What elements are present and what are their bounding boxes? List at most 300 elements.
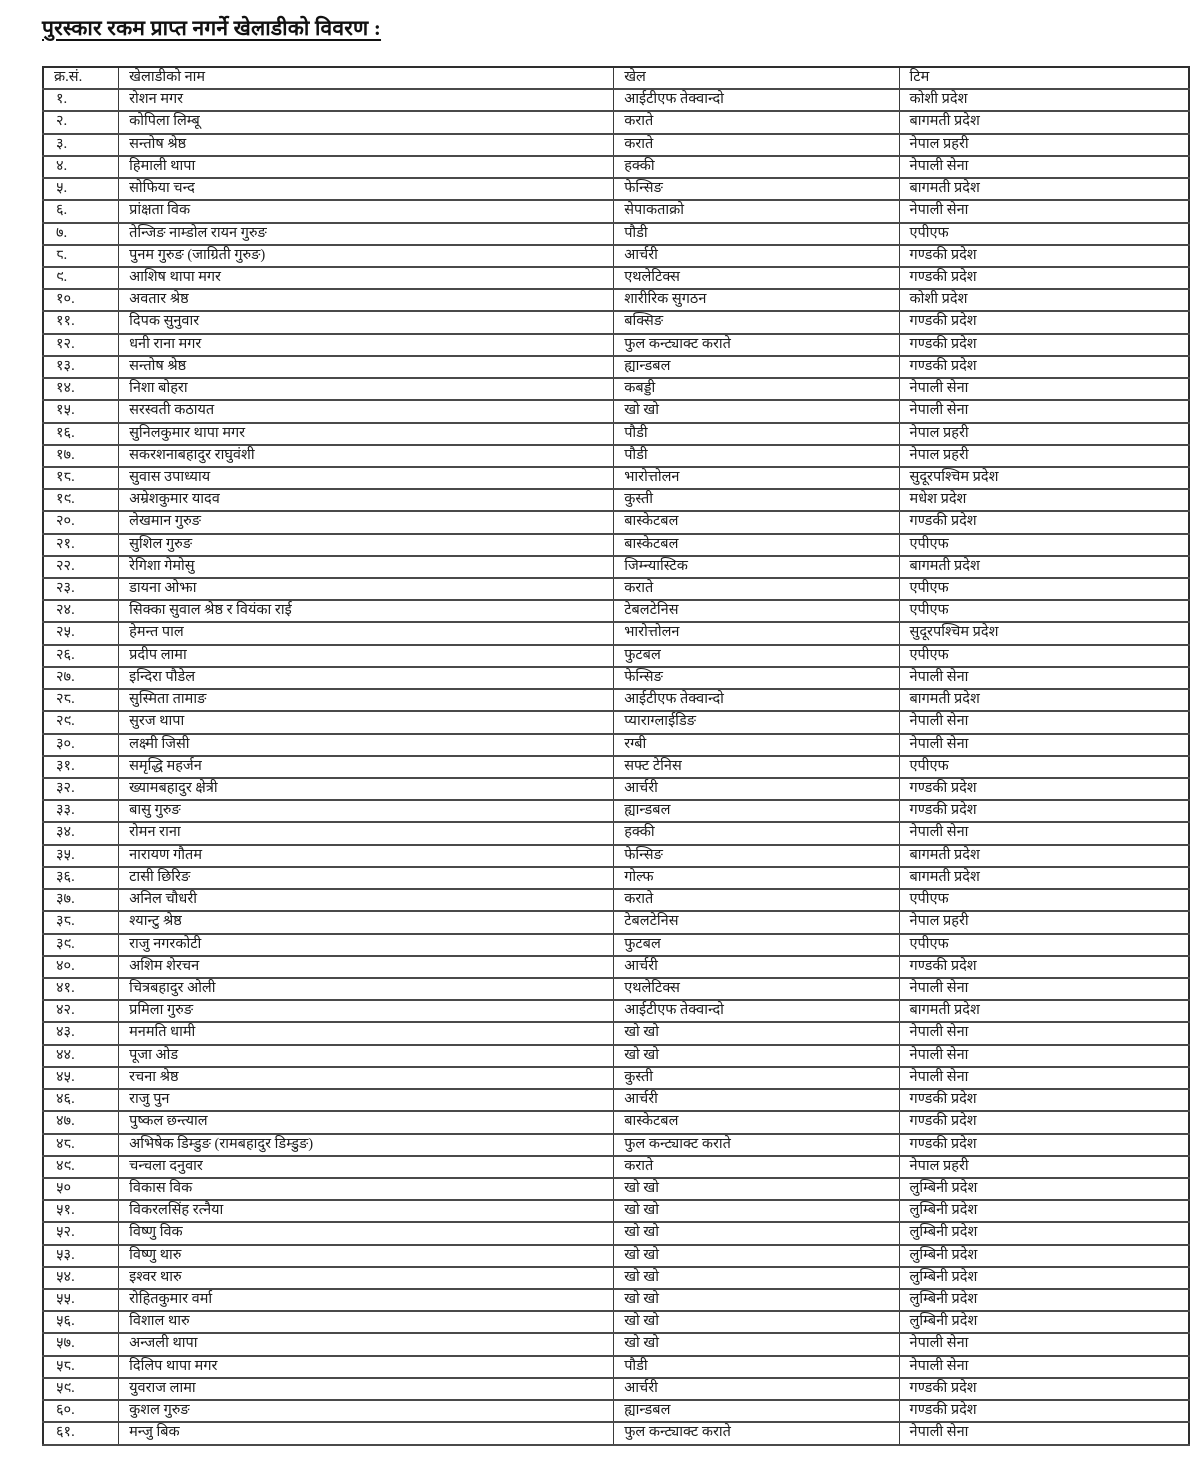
column-header-name: खेलाडीको नाम (119, 67, 614, 89)
cell-sport: शारीरिक सुगठन (614, 289, 899, 311)
cell-sport: आईटीएफ तेक्वान्दो (614, 89, 899, 111)
table-row (43, 689, 1189, 711)
table-row (43, 778, 1189, 800)
table-row (43, 311, 1189, 333)
page-title: पुरस्कार रकम प्राप्त नगर्ने खेलाडीको विवरण : (42, 16, 382, 40)
cell-team: बागमती प्रदेश (899, 556, 1189, 578)
table-row (43, 534, 1189, 556)
cell-player-name: दिलिप थापा मगर (119, 1356, 614, 1378)
cell-team: नेपाल प्रहरी (899, 423, 1189, 445)
cell-player-name: राजु पुन (119, 1089, 614, 1111)
cell-serial-number: १७. (43, 445, 119, 467)
cell-team: नेपाली सेना (899, 1022, 1189, 1044)
cell-team: नेपाली सेना (899, 667, 1189, 689)
table-row (43, 1022, 1189, 1044)
cell-player-name: दिपक सुनुवार (119, 311, 614, 333)
cell-sport: हक्की (614, 822, 899, 844)
cell-serial-number: ६१. (43, 1422, 119, 1444)
cell-team: लुम्बिनी प्रदेश (899, 1289, 1189, 1311)
table-row (43, 1289, 1189, 1311)
cell-sport: आर्चरी (614, 1089, 899, 1111)
table-row (43, 1378, 1189, 1400)
cell-player-name: सकरशनाबहादुर राघुवंशी (119, 445, 614, 467)
cell-team: गण्डकी प्रदेश (899, 356, 1189, 378)
table-row (43, 889, 1189, 911)
cell-team: नेपाली सेना (899, 711, 1189, 733)
cell-sport: कराते (614, 111, 899, 133)
cell-player-name: विकास विक (119, 1178, 614, 1200)
cell-serial-number: ९. (43, 267, 119, 289)
cell-sport: एथलेटिक्स (614, 267, 899, 289)
cell-serial-number: ५. (43, 178, 119, 200)
cell-serial-number: १४. (43, 378, 119, 400)
table-row (43, 511, 1189, 533)
cell-player-name: प्रदीप लामा (119, 645, 614, 667)
cell-team: मधेश प्रदेश (899, 489, 1189, 511)
table-row (43, 911, 1189, 933)
cell-team: एपीएफ (899, 934, 1189, 956)
cell-serial-number: ५१. (43, 1200, 119, 1222)
cell-player-name: आशिष थापा मगर (119, 267, 614, 289)
cell-player-name: इश्वर थारु (119, 1267, 614, 1289)
cell-team: नेपाली सेना (899, 1356, 1189, 1378)
cell-player-name: कोपिला लिम्बू (119, 111, 614, 133)
cell-serial-number: ६०. (43, 1400, 119, 1422)
cell-team: एपीएफ (899, 600, 1189, 622)
cell-serial-number: ५६. (43, 1311, 119, 1333)
cell-player-name: रोशन मगर (119, 89, 614, 111)
cell-sport: हक्की (614, 156, 899, 178)
cell-sport: खो खो (614, 1289, 899, 1311)
cell-serial-number: ३६. (43, 867, 119, 889)
table-row (43, 978, 1189, 1000)
cell-serial-number: ५९. (43, 1378, 119, 1400)
cell-serial-number: ४९. (43, 1156, 119, 1178)
table-row (43, 356, 1189, 378)
cell-team: एपीएफ (899, 534, 1189, 556)
cell-sport: बक्सिङ (614, 311, 899, 333)
cell-sport: खो खो (614, 1333, 899, 1355)
table-row (43, 578, 1189, 600)
table-row (43, 822, 1189, 844)
cell-serial-number: ३९. (43, 934, 119, 956)
cell-sport: आर्चरी (614, 956, 899, 978)
cell-player-name: लक्ष्मी जिसी (119, 734, 614, 756)
cell-sport: खो खो (614, 1267, 899, 1289)
cell-player-name: हिमाली थापा (119, 156, 614, 178)
cell-serial-number: ४६. (43, 1089, 119, 1111)
cell-player-name: सोफिया चन्द (119, 178, 614, 200)
table-row (43, 1045, 1189, 1067)
cell-team: नेपाली सेना (899, 978, 1189, 1000)
cell-sport: पौडी (614, 223, 899, 245)
table-row (43, 334, 1189, 356)
cell-serial-number: २३. (43, 578, 119, 600)
table-row (43, 867, 1189, 889)
table-row (43, 111, 1189, 133)
cell-player-name: विशाल थारु (119, 1311, 614, 1333)
cell-player-name: तेन्जिङ नाम्डोल रायन गुरुङ (119, 223, 614, 245)
cell-sport: फेन्सिङ (614, 845, 899, 867)
table-row (43, 600, 1189, 622)
cell-sport: पौडी (614, 423, 899, 445)
cell-team: गण्डकी प्रदेश (899, 1089, 1189, 1111)
cell-team: सुदूरपश्चिम प्रदेश (899, 622, 1189, 644)
cell-serial-number: २१. (43, 534, 119, 556)
cell-serial-number: २६. (43, 645, 119, 667)
table-row (43, 178, 1189, 200)
cell-sport: खो खो (614, 1245, 899, 1267)
cell-player-name: अनिल चौधरी (119, 889, 614, 911)
table-row (43, 289, 1189, 311)
players-table (42, 66, 1190, 1446)
cell-player-name: सुवास उपाध्याय (119, 467, 614, 489)
cell-player-name: चित्रबहादुर ओली (119, 978, 614, 1000)
table-row (43, 1089, 1189, 1111)
cell-team: एपीएफ (899, 756, 1189, 778)
cell-team: गण्डकी प्रदेश (899, 1378, 1189, 1400)
table-row (43, 1200, 1189, 1222)
table-body (43, 89, 1189, 1444)
cell-team: कोशी प्रदेश (899, 289, 1189, 311)
cell-player-name: धनी राना मगर (119, 334, 614, 356)
cell-team: गण्डकी प्रदेश (899, 1134, 1189, 1156)
cell-serial-number: ५४. (43, 1267, 119, 1289)
cell-serial-number: १६. (43, 423, 119, 445)
cell-player-name: रचना श्रेष्ठ (119, 1067, 614, 1089)
cell-sport: आर्चरी (614, 778, 899, 800)
cell-sport: आईटीएफ तेक्वान्दो (614, 1000, 899, 1022)
table-row (43, 556, 1189, 578)
cell-serial-number: ५३. (43, 1245, 119, 1267)
cell-player-name: राजु नगरकोटी (119, 934, 614, 956)
cell-sport: आर्चरी (614, 1378, 899, 1400)
table-row (43, 956, 1189, 978)
cell-sport: जिम्न्यास्टिक (614, 556, 899, 578)
cell-serial-number: २८. (43, 689, 119, 711)
table-row (43, 467, 1189, 489)
cell-sport: फुल कन्ट्याक्ट कराते (614, 334, 899, 356)
table-row (43, 156, 1189, 178)
cell-team: नेपाल प्रहरी (899, 911, 1189, 933)
cell-player-name: पुनम गुरुङ (जाग्रिती गुरुङ) (119, 245, 614, 267)
table-row (43, 1222, 1189, 1244)
cell-team: गण्डकी प्रदेश (899, 267, 1189, 289)
cell-sport: फुल कन्ट्याक्ट कराते (614, 1134, 899, 1156)
cell-sport: गोल्फ (614, 867, 899, 889)
cell-team: नेपाली सेना (899, 156, 1189, 178)
cell-sport: फेन्सिङ (614, 667, 899, 689)
table-row (43, 1422, 1189, 1444)
cell-player-name: चन्चला दनुवार (119, 1156, 614, 1178)
cell-team: सुदूरपश्चिम प्रदेश (899, 467, 1189, 489)
table-row (43, 645, 1189, 667)
cell-team: गण्डकी प्रदेश (899, 245, 1189, 267)
cell-player-name: हेमन्त पाल (119, 622, 614, 644)
cell-sport: एथलेटिक्स (614, 978, 899, 1000)
cell-player-name: नारायण गौतम (119, 845, 614, 867)
cell-team: लुम्बिनी प्रदेश (899, 1311, 1189, 1333)
cell-sport: भारोत्तोलन (614, 467, 899, 489)
cell-sport: खो खो (614, 1178, 899, 1200)
cell-sport: खो खो (614, 1022, 899, 1044)
cell-player-name: लेखमान गुरुङ (119, 511, 614, 533)
cell-serial-number: ४५. (43, 1067, 119, 1089)
table-row (43, 734, 1189, 756)
cell-sport: भारोत्तोलन (614, 622, 899, 644)
cell-serial-number: १८. (43, 467, 119, 489)
cell-player-name: श्यान्टु श्रेष्ठ (119, 911, 614, 933)
cell-player-name: डायना ओझा (119, 578, 614, 600)
cell-player-name: अन्जली थापा (119, 1333, 614, 1355)
cell-serial-number: ३८. (43, 911, 119, 933)
table-row (43, 622, 1189, 644)
cell-serial-number: २९. (43, 711, 119, 733)
cell-serial-number: ३४. (43, 822, 119, 844)
cell-sport: सेपाकताक्रो (614, 200, 899, 222)
cell-team: गण्डकी प्रदेश (899, 778, 1189, 800)
cell-serial-number: ३२. (43, 778, 119, 800)
cell-team: लुम्बिनी प्रदेश (899, 1178, 1189, 1200)
cell-serial-number: ४१. (43, 978, 119, 1000)
cell-sport: सफ्ट टेनिस (614, 756, 899, 778)
cell-player-name: बासु गुरुङ (119, 800, 614, 822)
table-row (43, 223, 1189, 245)
cell-serial-number: २७. (43, 667, 119, 689)
cell-team: बागमती प्रदेश (899, 845, 1189, 867)
cell-team: नेपाली सेना (899, 822, 1189, 844)
cell-serial-number: ६. (43, 200, 119, 222)
cell-player-name: सन्तोष श्रेष्ठ (119, 134, 614, 156)
cell-team: कोशी प्रदेश (899, 89, 1189, 111)
cell-serial-number: ३१. (43, 756, 119, 778)
cell-serial-number: २२. (43, 556, 119, 578)
table-row (43, 445, 1189, 467)
cell-sport: ह्यान्डबल (614, 356, 899, 378)
cell-serial-number: ५० (43, 1178, 119, 1200)
cell-serial-number: ४८. (43, 1134, 119, 1156)
cell-player-name: रेगिशा गेमोसु (119, 556, 614, 578)
cell-team: बागमती प्रदेश (899, 178, 1189, 200)
cell-player-name: अशिम शेरचन (119, 956, 614, 978)
table-row (43, 1156, 1189, 1178)
table-row (43, 1356, 1189, 1378)
cell-serial-number: ५७. (43, 1333, 119, 1355)
cell-serial-number: १२. (43, 334, 119, 356)
cell-player-name: युवराज लामा (119, 1378, 614, 1400)
table-header (43, 67, 1189, 89)
table-row (43, 1067, 1189, 1089)
cell-sport: बास्केटबल (614, 1111, 899, 1133)
cell-team: गण्डकी प्रदेश (899, 334, 1189, 356)
cell-serial-number: ३७. (43, 889, 119, 911)
cell-sport: खो खो (614, 1311, 899, 1333)
cell-sport: टेबलटेनिस (614, 911, 899, 933)
table-row (43, 400, 1189, 422)
cell-team: गण्डकी प्रदेश (899, 1400, 1189, 1422)
cell-player-name: विष्णु थारु (119, 1245, 614, 1267)
cell-team: नेपाली सेना (899, 378, 1189, 400)
cell-serial-number: ५५. (43, 1289, 119, 1311)
cell-sport: खो खो (614, 1045, 899, 1067)
cell-serial-number: १. (43, 89, 119, 111)
cell-player-name: अभिषेक डिम्डुङ (रामबहादुर डिम्डुङ) (119, 1134, 614, 1156)
cell-serial-number: ११. (43, 311, 119, 333)
table-row (43, 756, 1189, 778)
cell-sport: कराते (614, 134, 899, 156)
table-row (43, 1400, 1189, 1422)
cell-player-name: सरस्वती कठायत (119, 400, 614, 422)
cell-team: लुम्बिनी प्रदेश (899, 1267, 1189, 1289)
cell-sport: बास्केटबल (614, 534, 899, 556)
cell-serial-number: ४. (43, 156, 119, 178)
cell-player-name: इन्दिरा पौडेल (119, 667, 614, 689)
cell-serial-number: २. (43, 111, 119, 133)
table-row (43, 89, 1189, 111)
table-row (43, 1267, 1189, 1289)
cell-sport: फेन्सिङ (614, 178, 899, 200)
cell-team: नेपाली सेना (899, 400, 1189, 422)
cell-serial-number: ३०. (43, 734, 119, 756)
table-row (43, 267, 1189, 289)
cell-team: गण्डकी प्रदेश (899, 511, 1189, 533)
cell-team: लुम्बिनी प्रदेश (899, 1222, 1189, 1244)
cell-team: बागमती प्रदेश (899, 111, 1189, 133)
cell-serial-number: ५८. (43, 1356, 119, 1378)
column-header-sn: क्र.सं. (43, 67, 119, 89)
table-row (43, 1111, 1189, 1133)
cell-team: गण्डकी प्रदेश (899, 1111, 1189, 1133)
cell-sport: खो खो (614, 1222, 899, 1244)
cell-team: नेपाल प्रहरी (899, 134, 1189, 156)
cell-player-name: सिक्का सुवाल श्रेष्ठ र वियंका राई (119, 600, 614, 622)
cell-player-name: समृद्धि महर्जन (119, 756, 614, 778)
table-row (43, 1245, 1189, 1267)
cell-sport: टेबलटेनिस (614, 600, 899, 622)
cell-player-name: विष्णु विक (119, 1222, 614, 1244)
cell-player-name: मनमति धामी (119, 1022, 614, 1044)
cell-serial-number: ४२. (43, 1000, 119, 1022)
cell-player-name: सुनिलकुमार थापा मगर (119, 423, 614, 445)
cell-player-name: अवतार श्रेष्ठ (119, 289, 614, 311)
table-row (43, 934, 1189, 956)
cell-player-name: विकरलसिंह रत्नैया (119, 1200, 614, 1222)
table-row (43, 1000, 1189, 1022)
cell-team: नेपाली सेना (899, 1333, 1189, 1355)
cell-sport: कुस्ती (614, 489, 899, 511)
cell-player-name: पुष्कल छन्त्याल (119, 1111, 614, 1133)
table-row (43, 800, 1189, 822)
cell-team: लुम्बिनी प्रदेश (899, 1200, 1189, 1222)
header-row (43, 67, 1189, 89)
cell-sport: प्याराग्लाईडिङ (614, 711, 899, 733)
cell-team: एपीएफ (899, 578, 1189, 600)
cell-serial-number: ३. (43, 134, 119, 156)
cell-team: लुम्बिनी प्रदेश (899, 1245, 1189, 1267)
cell-serial-number: ४०. (43, 956, 119, 978)
cell-serial-number: २०. (43, 511, 119, 533)
cell-team: बागमती प्रदेश (899, 867, 1189, 889)
cell-team: गण्डकी प्रदेश (899, 956, 1189, 978)
table-row (43, 845, 1189, 867)
table-row (43, 134, 1189, 156)
cell-player-name: टासी छिरिङ (119, 867, 614, 889)
cell-player-name: सन्तोष श्रेष्ठ (119, 356, 614, 378)
cell-player-name: रोमन राना (119, 822, 614, 844)
cell-sport: खो खो (614, 1200, 899, 1222)
cell-player-name: ख्यामबहादुर क्षेत्री (119, 778, 614, 800)
cell-player-name: पूजा ओड (119, 1045, 614, 1067)
cell-player-name: रोहितकुमार वर्मा (119, 1289, 614, 1311)
cell-serial-number: ५२. (43, 1222, 119, 1244)
cell-serial-number: ३५. (43, 845, 119, 867)
cell-sport: कबड्डी (614, 378, 899, 400)
cell-sport: आईटीएफ तेक्वान्दो (614, 689, 899, 711)
cell-sport: पौडी (614, 445, 899, 467)
cell-serial-number: १९. (43, 489, 119, 511)
cell-team: नेपाली सेना (899, 1067, 1189, 1089)
table-row (43, 200, 1189, 222)
cell-player-name: अम्रेशकुमार यादव (119, 489, 614, 511)
cell-team: गण्डकी प्रदेश (899, 800, 1189, 822)
table-row (43, 1311, 1189, 1333)
cell-serial-number: १३. (43, 356, 119, 378)
cell-sport: पौडी (614, 1356, 899, 1378)
cell-serial-number: ३३. (43, 800, 119, 822)
cell-sport: ह्यान्डबल (614, 1400, 899, 1422)
cell-team: नेपाली सेना (899, 200, 1189, 222)
cell-team: नेपाली सेना (899, 1422, 1189, 1444)
cell-serial-number: १५. (43, 400, 119, 422)
cell-player-name: कुशल गुरुङ (119, 1400, 614, 1422)
column-header-team: टिम (899, 67, 1189, 89)
cell-sport: फुटबल (614, 645, 899, 667)
cell-sport: फुल कन्ट्याक्ट कराते (614, 1422, 899, 1444)
cell-team: गण्डकी प्रदेश (899, 311, 1189, 333)
cell-player-name: मन्जु बिक (119, 1422, 614, 1444)
cell-sport: कराते (614, 578, 899, 600)
cell-player-name: सुरज थापा (119, 711, 614, 733)
cell-team: नेपाली सेना (899, 734, 1189, 756)
cell-sport: कराते (614, 889, 899, 911)
cell-serial-number: ७. (43, 223, 119, 245)
cell-serial-number: ४४. (43, 1045, 119, 1067)
cell-serial-number: १०. (43, 289, 119, 311)
cell-team: नेपाल प्रहरी (899, 445, 1189, 467)
cell-serial-number: ४३. (43, 1022, 119, 1044)
cell-sport: बास्केटबल (614, 511, 899, 533)
cell-player-name: सुस्मिता तामाङ (119, 689, 614, 711)
table-row (43, 1178, 1189, 1200)
cell-serial-number: २४. (43, 600, 119, 622)
table-row (43, 1134, 1189, 1156)
cell-sport: खो खो (614, 400, 899, 422)
cell-sport: कराते (614, 1156, 899, 1178)
cell-team: बागमती प्रदेश (899, 689, 1189, 711)
cell-sport: ह्यान्डबल (614, 800, 899, 822)
table-row (43, 423, 1189, 445)
cell-team: एपीएफ (899, 223, 1189, 245)
cell-player-name: प्रांक्षता विक (119, 200, 614, 222)
cell-sport: आर्चरी (614, 245, 899, 267)
cell-serial-number: ४७. (43, 1111, 119, 1133)
table-row (43, 245, 1189, 267)
cell-serial-number: ८. (43, 245, 119, 267)
cell-team: एपीएफ (899, 889, 1189, 911)
cell-team: बागमती प्रदेश (899, 1000, 1189, 1022)
table-row (43, 667, 1189, 689)
cell-sport: फुटबल (614, 934, 899, 956)
